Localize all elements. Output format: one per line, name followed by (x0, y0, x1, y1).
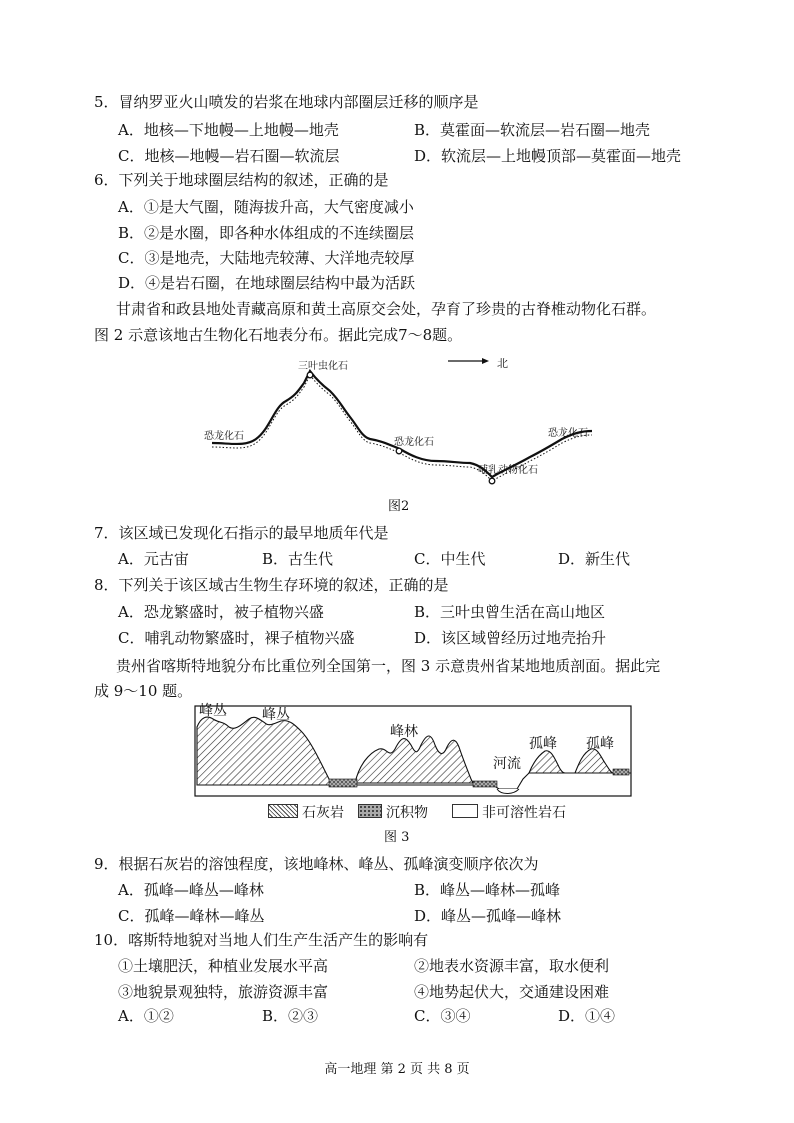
page-footer: 高一地理 第 2 页 共 8 页 (324, 1062, 470, 1077)
q8-option-a: A．恐龙繁盛时，被子植物兴盛 (118, 603, 324, 621)
q9-option-a: A．孤峰—峰丛—峰林 (118, 881, 264, 899)
mammal-marker (489, 478, 495, 484)
legend-sediment (358, 802, 428, 822)
trilobite-label: 三叶虫化石 (298, 361, 348, 372)
intro-9-10-line1: 贵州省喀斯特地貌分布比重位列全国第一，图 3 示意贵州省某地地质剖面。据此完 (116, 657, 661, 675)
q5-option-c: C．地核—地幔—岩石圈—软流层 (118, 147, 340, 165)
q6-stem: 6．下列关于地球圈层结构的叙述，正确的是 (94, 171, 389, 189)
intro-9-10-line2: 成 9～10 题。 (94, 682, 193, 700)
q6-option-c: C．③是地壳，大陆地壳较薄、大洋地壳较厚 (118, 249, 415, 267)
fenglin-label: 峰林 (390, 724, 418, 740)
figure-3-karst-profile (193, 705, 633, 800)
q10-option-b: B．②③ (262, 1007, 319, 1025)
q7-option-c: C．中生代 (414, 550, 486, 568)
sediment-middle (473, 781, 497, 787)
figure-2-fossil-profile (190, 345, 620, 495)
legend-sediment-label: 沉积物 (386, 805, 428, 821)
q9-option-c: C．孤峰—峰林—峰丛 (118, 907, 265, 925)
trilobite-marker (307, 372, 313, 378)
limestone-swatch (268, 804, 298, 818)
q6-option-b: B．②是水圈，即各种水体组成的不连续圈层 (118, 224, 415, 242)
q8-option-d: D．该区域曾经历过地壳抬升 (414, 629, 607, 647)
q7-option-a: A．元古宙 (118, 550, 189, 568)
fengcong-label-2: 峰丛 (262, 707, 290, 723)
q6-option-a: A．①是大气圈，随海拔升高，大气密度减小 (118, 198, 414, 216)
gufeng-label-1: 孤峰 (529, 736, 557, 752)
legend-nonsoluble-label: 非可溶性岩石 (482, 805, 566, 821)
q9-stem: 9．根据石灰岩的溶蚀程度，该地峰林、峰丛、孤峰演变顺序依次为 (94, 855, 539, 873)
q10-statement-2: ②地表水资源丰富，取水便利 (414, 957, 610, 975)
q8-stem: 8．下列关于该区域古生物生存环境的叙述，正确的是 (94, 576, 449, 594)
q10-statement-1: ①土壤肥沃，种植业发展水平高 (118, 957, 329, 975)
legend-limestone (268, 802, 344, 822)
dino-label-1: 恐龙化石 (204, 431, 244, 442)
q8-option-b: B．三叶虫曾生活在高山地区 (414, 603, 606, 621)
q6-option-d: D．④是岩石圈，在地球圈层结构中最为活跃 (118, 274, 416, 292)
q10-statement-3: ③地貌景观独特，旅游资源丰富 (118, 983, 329, 1001)
sediment-right (613, 769, 629, 775)
q5-option-b: B．莫霍面—软流层—岩石圈—地壳 (414, 121, 651, 139)
river-label: 河流 (493, 756, 521, 772)
q9-option-d: D．峰丛—孤峰—峰林 (414, 907, 562, 925)
fengcong-label-1: 峰丛 (199, 703, 227, 719)
dino-label-3: 恐龙化石 (548, 428, 588, 439)
q10-option-d: D．①④ (558, 1007, 616, 1025)
q7-stem: 7．该区域已发现化石指示的最早地质年代是 (94, 524, 389, 542)
north-arrow (448, 358, 489, 364)
legend-limestone-label: 石灰岩 (302, 805, 344, 821)
intro-7-8-line1: 甘肃省和政县地处青藏高原和黄土高原交会处，孕育了珍贵的古脊椎动物化石群。 (116, 300, 657, 318)
north-label: 北 (497, 357, 508, 370)
q10-option-c: C．③④ (414, 1007, 471, 1025)
nonsoluble-swatch (452, 804, 478, 818)
q8-option-c: C．哺乳动物繁盛时，裸子植物兴盛 (118, 629, 355, 647)
sediment-left (329, 779, 357, 787)
q10-statement-4: ④地势起伏大，交通建设困难 (414, 983, 610, 1001)
legend-nonsoluble (452, 802, 566, 822)
intro-7-8-line2: 图 2 示意该地古生物化石地表分布。据此完成7～8题。 (94, 326, 463, 344)
dino-marker-2 (396, 448, 402, 454)
q7-option-d: D．新生代 (558, 550, 631, 568)
q5-option-d: D．软流层—上地幔顶部—莫霍面—地壳 (414, 147, 682, 165)
gufeng-label-2: 孤峰 (586, 736, 614, 752)
q5-stem: 5．冒纳罗亚火山喷发的岩浆在地球内部圈层迁移的顺序是 (94, 93, 479, 111)
q10-option-a: A．①② (118, 1007, 174, 1025)
sediment-swatch (358, 804, 382, 818)
figure-3-caption: 图 3 (384, 830, 410, 845)
mammal-label: 哺乳动物化石 (478, 465, 538, 476)
q9-option-b: B．峰丛—峰林—孤峰 (414, 881, 561, 899)
q7-option-b: B．古生代 (262, 550, 334, 568)
q5-option-a: A．地核—下地幔—上地幔—地壳 (118, 121, 339, 139)
figure-2-caption: 图2 (388, 499, 410, 514)
dino-label-2: 恐龙化石 (394, 437, 434, 448)
q10-stem: 10．喀斯特地貌对当地人们生产生活产生的影响有 (94, 931, 429, 949)
